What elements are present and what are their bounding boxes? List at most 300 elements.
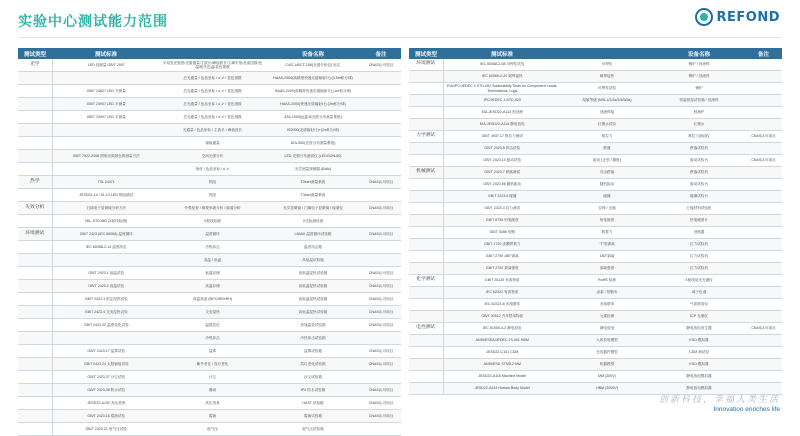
cell-category: 化学测试 [409, 275, 443, 287]
cell-item: 盐雾 [160, 345, 265, 358]
table-row [18, 228, 401, 241]
cell-equipment: 高低温湿热试验箱 [265, 306, 361, 319]
table-row [409, 143, 782, 155]
cell-equipment: IS2000(光谱辐射计)+(2m积分球) [265, 124, 361, 137]
cell-item: 热阻 [160, 176, 265, 189]
table-row [18, 176, 401, 189]
cell-item: 空间光强分布 [160, 150, 265, 163]
cell-remark [361, 254, 401, 267]
cell-item: 耐焊接热 [561, 71, 653, 83]
cell-category: 环境测试 [409, 59, 443, 71]
cell-standard: GB/T 2423.2 高温试验 [52, 280, 160, 293]
cell-remark: CNAS认可项目 [361, 293, 401, 306]
cell-item: 交变湿热 [160, 306, 265, 319]
cell-item: 淋雨 [160, 384, 265, 397]
cell-equipment: 光学显微镜 / 扫描电子显微镜 / 能谱仪 [265, 202, 361, 215]
cell-category [18, 358, 52, 371]
cell-remark: CNAS认可项目 [361, 397, 401, 410]
table-row [18, 332, 401, 345]
table-row [18, 215, 401, 228]
cell-standard: GB/T 2790 180°剥离 [443, 251, 561, 263]
cell-category [409, 263, 443, 275]
cell-item: 自由跌落 [561, 167, 653, 179]
cell-category [409, 371, 443, 383]
table-row [409, 203, 782, 215]
cell-equipment: 拉力试验机 [653, 251, 745, 263]
cell-equipment: X光检测设备 [265, 215, 361, 228]
cell-equipment: 拉力试验机 [653, 239, 745, 251]
cell-equipment: LED 光强分布测试仪 (LEDGON-60) [265, 150, 361, 163]
table-row [18, 189, 401, 202]
cell-standard: GB/T 2423.38 防水试验 [52, 384, 160, 397]
cell-item: 高温 / 低温 [160, 254, 265, 267]
cell-standard: GB/T 2423.16 霉菌试验 [52, 410, 160, 423]
cell-category [18, 85, 52, 98]
table-row [409, 215, 782, 227]
cell-standard: GB/T 2423.24 太阳辐射试验 [52, 358, 160, 371]
cell-category [409, 107, 443, 119]
table-row [409, 59, 782, 71]
header-equipment: 设备名称 [653, 48, 745, 59]
cell-remark: CNAS认可项目 [361, 319, 401, 332]
cell-item: 跌落 [561, 143, 653, 155]
table-row [18, 293, 401, 306]
cell-remark [745, 371, 782, 383]
table-row [18, 163, 401, 176]
cell-category [18, 189, 52, 202]
table-row [409, 335, 782, 347]
cell-standard: GB/T 24907 LED 半测量 [52, 111, 160, 124]
cell-remark: CNAS认可项目 [361, 267, 401, 280]
cell-remark: CNAS认可项目 [361, 280, 401, 293]
cell-category [409, 179, 443, 191]
table-row [409, 95, 782, 107]
cell-equipment: 氙灯老化试验箱 [265, 358, 361, 371]
cell-standard: GB/T 24907 LED 半测量 [52, 98, 160, 111]
cell-standard: GB/T 2423.56 随机振动 [443, 179, 561, 191]
cell-item: 角度 / 色品坐标 / u',v' [160, 163, 265, 176]
cell-equipment: 锡炉 / 回流焊 [653, 71, 745, 83]
cell-equipment: 高低温试验箱 [265, 254, 361, 267]
cell-remark [745, 59, 782, 71]
header-item [160, 48, 265, 59]
cell-item: 温度变化 [160, 319, 265, 332]
cell-equipment: HAAS-2000(快速光谱辐射计) (2m积分球) [265, 98, 361, 111]
cell-remark [745, 311, 782, 323]
cell-standard: GB/T 2423.3 拉力测试 [443, 203, 561, 215]
cell-item: 拉伸 / 压缩 [561, 203, 653, 215]
cell-remark [361, 98, 401, 111]
cell-remark [745, 71, 782, 83]
cell-equipment: HAST 试验箱 [265, 397, 361, 410]
cell-category: 光学 [18, 59, 52, 72]
cell-category [409, 191, 443, 203]
cell-standard: GB/T 2423.1 低温试验 [52, 267, 160, 280]
cell-remark [745, 347, 782, 359]
cell-equipment: 离子色谱 [653, 287, 745, 299]
cell-remark [361, 332, 401, 345]
cell-item: MM (200V) [561, 371, 653, 383]
cell-equipment: HAAS-2000(高精度快速光谱辐射计) (0.5m积分球) [265, 72, 361, 85]
cell-category [18, 215, 52, 228]
table-row [409, 359, 782, 371]
cell-category [18, 163, 52, 176]
cell-remark [745, 179, 782, 191]
cell-standard: GB/T 26125 有害物质 [443, 275, 561, 287]
cell-item: HBM (2000V) [561, 383, 653, 395]
cell-remark [361, 163, 401, 176]
table-row [409, 155, 782, 167]
cell-remark: CNAS认可项目 [361, 59, 401, 72]
cell-equipment: 高低温湿热试验箱 [265, 280, 361, 293]
cell-category [18, 345, 52, 358]
cell-remark [745, 299, 782, 311]
cell-item: 冷热冲击 [160, 241, 265, 254]
cell-remark: CNAS认可项目 [745, 323, 782, 335]
cell-category [409, 71, 443, 83]
cell-remark [745, 227, 782, 239]
cell-item: RoHS 检测 [561, 275, 653, 287]
capability-table-right [409, 48, 782, 395]
cell-standard: GB/T 7922-2008 照明光源颜色的测量方法 [52, 150, 160, 163]
capability-table-left [18, 48, 401, 436]
table-row [18, 358, 401, 371]
cell-equipment: 划格器 [653, 227, 745, 239]
cell-equipment: 回流炉 [653, 107, 745, 119]
cell-item: 充电器件模型 [561, 347, 653, 359]
cell-equipment: 推拉力测试仪 [653, 131, 745, 143]
table-row [18, 345, 401, 358]
slogan-english: Innovation enriches life [713, 406, 780, 413]
table-row [409, 227, 782, 239]
cell-category [18, 397, 52, 410]
cell-item: 湿敏等级 (MSL1/2/2a/3/4/5/5a) [561, 95, 653, 107]
cell-remark [361, 111, 401, 124]
cell-item: 总光通量 / 色品坐标 / u',v' / 显色指数 [160, 111, 265, 124]
cell-item: 人体放电模型 [561, 335, 653, 347]
cell-standard: JESD51-14 / 51-12 LED 热阻测试 [52, 189, 160, 202]
cell-remark [745, 239, 782, 251]
table-row [409, 323, 782, 335]
cell-category [18, 124, 52, 137]
cell-item: 元素检测 [561, 311, 653, 323]
cell-category [18, 137, 52, 150]
table-row [18, 98, 401, 111]
table-row [18, 150, 401, 163]
cell-category [409, 155, 443, 167]
cell-equipment: 跌落试验机 [653, 143, 745, 155]
cell-equipment: ATA-1000(远距离光度分布测量系统) [265, 111, 361, 124]
cell-category: 失效分析 [18, 202, 52, 215]
cell-category [409, 287, 443, 299]
table-header-row [18, 48, 401, 59]
cell-standard: JESD22-A115 Machine Model [443, 371, 561, 383]
cell-standard: GB/T 2423.17 盐雾试验 [52, 345, 160, 358]
cell-remark [361, 124, 401, 137]
cell-equipment: 霉菌试验箱 [265, 410, 361, 423]
table-row [409, 275, 782, 287]
cell-category [409, 311, 443, 323]
table-row [409, 107, 782, 119]
cell-category [409, 239, 443, 251]
page-title: 实验中心测试能力范围 [18, 13, 168, 29]
cell-equipment: 沙尘试验箱 [265, 371, 361, 384]
cell-equipment: 静电放电模拟器 [653, 383, 745, 395]
cell-standard [52, 72, 160, 85]
cell-standard: ANSI/ESDA/JEDEC JS-001 HBM [443, 335, 561, 347]
table-row [18, 59, 401, 72]
cell-item: 180°剥离 [561, 251, 653, 263]
cell-item: 多溴联苯 [561, 299, 653, 311]
cell-standard: IEC 60068-2-14 温度冲击 [52, 241, 160, 254]
cell-standard [52, 124, 160, 137]
table-row [409, 299, 782, 311]
cell-item: 光通量 / 色品坐标 / 主波长 / 峰值波长 [160, 124, 265, 137]
header-remark: 备注 [745, 48, 782, 59]
cell-category [18, 293, 52, 306]
cell-item: 冷热冲击 [160, 332, 265, 345]
cell-standard: GB/T 9286 划格 [443, 227, 561, 239]
cell-equipment: 高低温湿热试验箱 [265, 267, 361, 280]
cell-equipment: 温度冲击箱 [265, 241, 361, 254]
cell-item: 高温高湿 (85°C/85%RH) [160, 293, 265, 306]
cell-category [18, 280, 52, 293]
cell-equipment: CAS-140CT-156(光谱分析仪) 标定 [265, 59, 361, 72]
cell-remark [361, 85, 401, 98]
cell-category: 电性测试 [409, 323, 443, 335]
brand-logo [695, 8, 781, 26]
cell-standard: IEC 61000-4-2 静电放电 [443, 323, 561, 335]
cell-category [18, 306, 52, 319]
cell-remark: CNAS认可项目 [745, 131, 782, 143]
cell-remark [745, 203, 782, 215]
cell-equipment: 振动试验台 [653, 155, 745, 167]
table-row [409, 287, 782, 299]
cell-item: 紫外老化 / 氙灯老化 [160, 358, 265, 371]
cell-category: 环境测试 [18, 228, 52, 241]
cell-item: 霉菌 [160, 410, 265, 423]
cell-item: 振动 (正弦 / 随机) [561, 155, 653, 167]
cell-item: 回流焊接 [561, 107, 653, 119]
table-row [18, 85, 401, 98]
header-equipment: 设备名称 [265, 48, 361, 59]
header-remark: 备注 [361, 48, 401, 59]
table-row [18, 319, 401, 332]
cell-item: 低气压 [160, 423, 265, 436]
cell-equipment: 锡炉 / 回流焊 [653, 59, 745, 71]
table-row [409, 179, 782, 191]
table-row [409, 191, 782, 203]
cell-remark [361, 72, 401, 85]
cell-standard: IEC 62321 有害物质 [443, 287, 561, 299]
cell-remark [745, 167, 782, 179]
cell-equipment: HAAS-2000(高精度快速光谱辐射计) (1m积分球) [265, 85, 361, 98]
cell-equipment: 拉力试验机 [653, 263, 745, 275]
cell-item: 总光通量 / 色品坐标 / u',v' / 显色指数 [160, 72, 265, 85]
cell-remark: CNAS认可项目 [361, 306, 401, 319]
cell-standard: LED 封测量 GB/T 2907 [52, 59, 160, 72]
cell-standard: ANSI/ESD STM5.2 MM [443, 359, 561, 371]
cell-equipment: T3ster测量系统 [265, 189, 361, 202]
cell-item: 机器模型 [561, 359, 653, 371]
cell-equipment: 光学测量探测器 (BAM) [265, 163, 361, 176]
cell-category [409, 299, 443, 311]
cell-equipment: 万能材料试验机 [653, 203, 745, 215]
cell-item: 可焊性 [561, 59, 653, 71]
table-row [409, 71, 782, 83]
cell-equipment: 冷热冲击试验箱 [265, 332, 361, 345]
cell-equipment: IPX 防水试验箱 [265, 384, 361, 397]
cell-standard: GB/T 2792 剥离强度 [443, 263, 561, 275]
cell-equipment: 静电放电发生器 [653, 323, 745, 335]
cell-standard: EIA/IPC/JEDEC J-STD-002 Solderability Tests for Component Leads, Terminations, Lugs [443, 83, 561, 95]
cell-remark: CNAS认可项目 [361, 410, 401, 423]
cell-remark [361, 215, 401, 228]
cell-equipment: 低气压试验箱 [265, 423, 361, 436]
cell-remark: CNAS认可项目 [361, 176, 401, 189]
cell-remark [745, 263, 782, 275]
cell-remark [361, 241, 401, 254]
cell-remark: CNAS认可项目 [361, 358, 401, 371]
cell-category [409, 215, 443, 227]
cell-standard: GB/T 2423.4 交变湿热试验 [52, 306, 160, 319]
table-row [18, 384, 401, 397]
cell-item: 随机振动 [561, 179, 653, 191]
cell-equipment: ATA-500(光度分布测量系统) [265, 137, 361, 150]
cell-item: 平均发光强度/光谱通量/主波长/峰值波长/主峰半宽/品质因数/色温/相关色温/显色指数 [160, 59, 265, 72]
cell-standard: EIA-JESD22-A113 预处理 [443, 107, 561, 119]
table-row [409, 311, 782, 323]
cell-equipment: X射线荧光光谱仪 [653, 275, 745, 287]
cell-equipment: 恒温恒湿试验箱 / 回流焊 [653, 95, 745, 107]
cell-remark [745, 251, 782, 263]
cell-category: 机械测试 [409, 167, 443, 179]
cell-standard: JESD22-A102 高压蒸煮 [52, 397, 160, 410]
cell-item: 可焊性试验 [561, 83, 653, 95]
table-row [18, 306, 401, 319]
cell-standard: GB/T 24827 LED 外测量 [52, 85, 160, 98]
refond-logo-icon [695, 8, 713, 26]
cell-remark [745, 107, 782, 119]
cell-standard: GB/T 2423.3 恒定湿热试验 [52, 293, 160, 306]
cell-category [409, 227, 443, 239]
cell-standard: GB/T 2423.7 跌落测试 [443, 167, 561, 179]
cell-standard: GB/T 4937.17 推拉力测试 [443, 131, 561, 143]
cell-category [18, 423, 52, 436]
cell-remark: CNAS认可项目 [361, 228, 401, 241]
cell-category [18, 332, 52, 345]
cell-category [409, 83, 443, 95]
cell-category [18, 254, 52, 267]
cell-standard [52, 137, 160, 150]
cell-category [409, 119, 443, 131]
cell-standard: MIL-STD-883 (X射线检测) [52, 215, 160, 228]
table-row [409, 251, 782, 263]
cell-remark [361, 371, 401, 384]
cell-category [18, 371, 52, 384]
cell-item: 卤素 / 铅镉汞 [561, 287, 653, 299]
header-test-type: 测试类型 [409, 48, 443, 59]
cell-equipment: 静电放电模拟器 [653, 371, 745, 383]
footer-slogan [659, 392, 780, 413]
cell-item: 剥离强度 [561, 263, 653, 275]
cell-remark [361, 137, 401, 150]
cell-item: 附着力 [561, 227, 653, 239]
cell-item: 总光通量 / 色品坐标 / u',v' / 显色指数 [160, 98, 265, 111]
cell-item: 碰撞 [561, 191, 653, 203]
cell-item: X射线检测 [160, 215, 265, 228]
cell-item: 高压蒸煮 [160, 397, 265, 410]
cell-standard: GB/T 1720 漆膜附着力 [443, 239, 561, 251]
brand-name: REFOND [716, 9, 780, 25]
cell-equipment: ESD 模拟器 [653, 335, 745, 347]
cell-category [409, 251, 443, 263]
slogan-chinese: 创新科技，幸福人类生活 [658, 395, 780, 405]
cell-item: 辐射通量 [160, 137, 265, 150]
cell-standard: EIA-JESD22-A114 静电放电 [443, 119, 561, 131]
cell-category [409, 383, 443, 395]
cell-item: 沙尘 [160, 371, 265, 384]
cell-equipment: 盐雾试验箱 [265, 345, 361, 358]
table-row [409, 347, 782, 359]
cell-standard: GB/T 2423 (IEC 60068) 温度循环 [52, 228, 160, 241]
cell-equipment: 跌落试验机 [653, 167, 745, 179]
cell-equipment: 铅笔硬度计 [653, 215, 745, 227]
header-item [561, 48, 653, 59]
header-standard: 测试标准 [443, 48, 561, 59]
cell-category: 热学 [18, 176, 52, 189]
table-row [18, 397, 401, 410]
cell-standard: GB/T 2423.37 沙尘试验 [52, 371, 160, 384]
cell-standard: GB/T 2423.10 振动试验 [443, 155, 561, 167]
cell-remark: CNAS认可项目 [361, 202, 401, 215]
cell-remark [361, 150, 401, 163]
header-test-type: 测试类型 [18, 48, 52, 59]
cell-item: 高温存储 [160, 280, 265, 293]
cell-equipment: 碰撞试验台 [653, 191, 745, 203]
table-row [409, 83, 782, 95]
cell-category [18, 72, 52, 85]
cell-remark [745, 335, 782, 347]
cell-category [18, 241, 52, 254]
cell-equipment: 高低温湿热试验箱 [265, 293, 361, 306]
cell-equipment: ESD 模拟器 [653, 359, 745, 371]
table-row [18, 124, 401, 137]
cell-remark [361, 189, 401, 202]
cell-remark [745, 215, 782, 227]
cell-equipment: ICP 光谱仪 [653, 311, 745, 323]
table-row [409, 239, 782, 251]
table-row [18, 111, 401, 124]
cell-equipment: 快速温变试验箱 [265, 319, 361, 332]
table-row [18, 267, 401, 280]
table-row [18, 254, 401, 267]
cell-item: 红墨水试验 [561, 119, 653, 131]
cell-category [18, 98, 52, 111]
cell-item: 外观检查 / 微观形貌分析 / 能谱分析 [160, 202, 265, 215]
cell-category [409, 359, 443, 371]
cell-standard: IPC/JEDEC J-STD-020 [443, 95, 561, 107]
cell-standard: GB/T 2423.6 碰撞 [443, 191, 561, 203]
cell-standard: GB/T 2423.22 温度变化试验 [52, 319, 160, 332]
cell-standard: GB/T 2423.5 冲击试验 [443, 143, 561, 155]
cell-category [409, 335, 443, 347]
cell-standard [52, 163, 160, 176]
cell-equipment: 振动试验台 [653, 179, 745, 191]
cell-item: 总光通量 / 色品坐标 / u',v' / 显色指数 [160, 85, 265, 98]
cell-standard: JESD22-A114 Human Body Model [443, 383, 561, 395]
cell-category [409, 203, 443, 215]
